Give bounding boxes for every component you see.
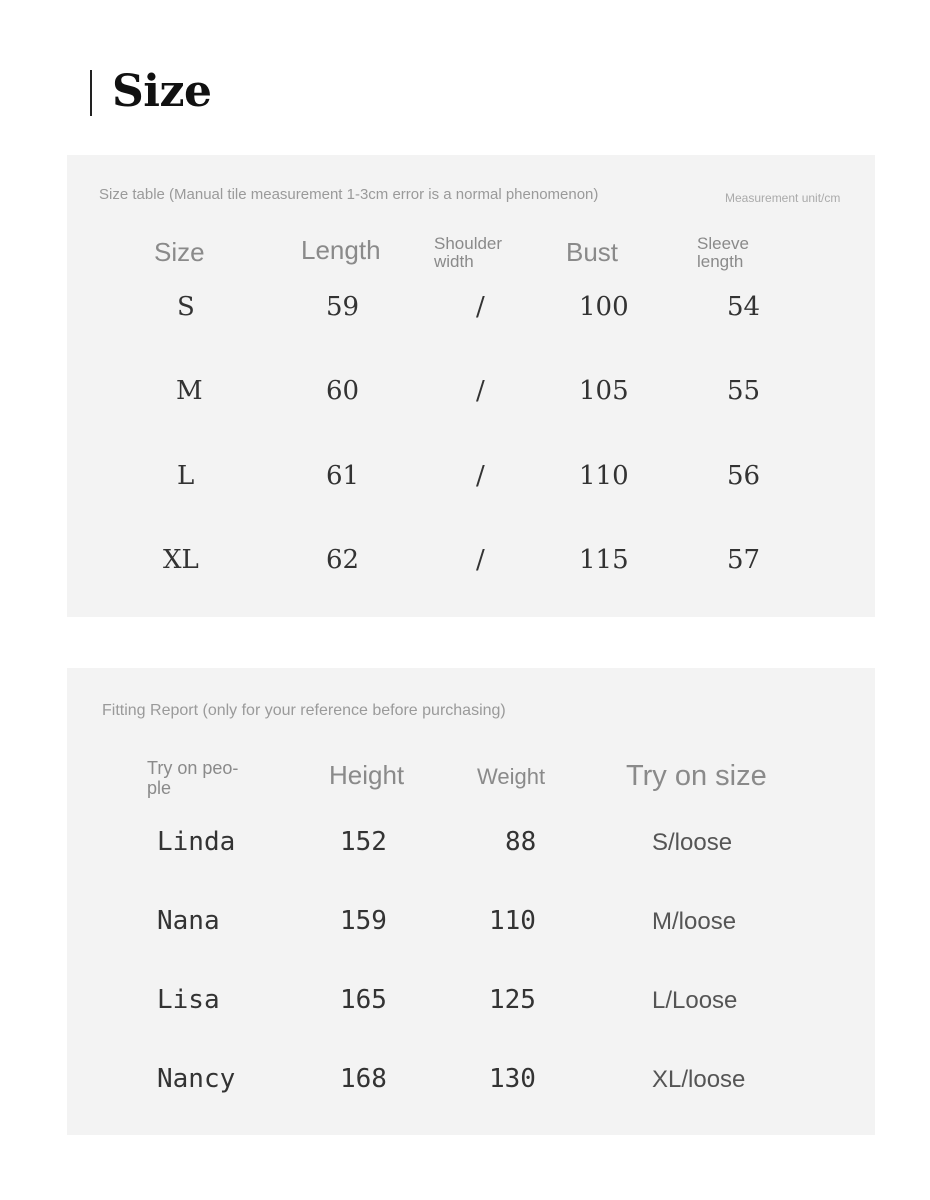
bust-cell: 115 bbox=[579, 545, 629, 575]
bust-cell: 105 bbox=[579, 376, 629, 406]
try-on-size-cell: M/loose bbox=[652, 908, 737, 935]
length-cell: 59 bbox=[326, 292, 360, 322]
header-try-on-size: Try on size bbox=[626, 760, 767, 792]
sleeve-cell: 55 bbox=[727, 376, 761, 406]
shoulder-cell: / bbox=[476, 376, 485, 406]
sleeve-cell: 57 bbox=[727, 545, 761, 575]
fitting-report-note: Fitting Report (only for your reference before purchasing) bbox=[102, 702, 506, 719]
header-bust: Bust bbox=[566, 237, 619, 267]
weight-cell: 125 bbox=[489, 985, 536, 1015]
page-title: Size bbox=[112, 66, 212, 117]
header-try-on-people: Try on peo-ple bbox=[147, 758, 239, 798]
header-size: Size bbox=[154, 237, 205, 267]
length-cell: 60 bbox=[326, 376, 360, 406]
shoulder-cell: / bbox=[476, 545, 485, 575]
header-sleeve-length: Sleeve length bbox=[697, 234, 749, 271]
person-name-cell: Nana bbox=[157, 906, 220, 936]
height-cell: 159 bbox=[340, 906, 387, 936]
size-cell: S bbox=[177, 292, 195, 322]
shoulder-cell: / bbox=[476, 292, 485, 322]
height-cell: 165 bbox=[340, 985, 387, 1015]
person-name-cell: Linda bbox=[157, 827, 236, 857]
fitting-report-panel bbox=[67, 668, 875, 1135]
person-name-cell: Nancy bbox=[157, 1064, 236, 1094]
sleeve-cell: 56 bbox=[727, 461, 761, 491]
size-table-panel bbox=[67, 155, 875, 617]
header-weight: Weight bbox=[477, 764, 546, 789]
weight-cell: 110 bbox=[489, 906, 536, 936]
height-cell: 168 bbox=[340, 1064, 387, 1094]
measurement-unit: Measurement unit/cm bbox=[725, 191, 841, 205]
try-on-size-cell: L/Loose bbox=[652, 987, 738, 1014]
header-height: Height bbox=[329, 760, 405, 790]
shoulder-cell: / bbox=[476, 461, 485, 491]
size-cell: L bbox=[177, 461, 195, 491]
size-cell: M bbox=[176, 376, 203, 406]
size-cell: XL bbox=[163, 545, 199, 575]
try-on-size-cell: XL/loose bbox=[652, 1066, 746, 1093]
height-cell: 152 bbox=[340, 827, 387, 857]
size-table-note: Size table (Manual tile measurement 1-3cm error is a normal phenomenon) bbox=[99, 186, 599, 203]
weight-cell: 88 bbox=[505, 827, 537, 857]
header-shoulder-width: Shoulder width bbox=[434, 234, 503, 271]
person-name-cell: Lisa bbox=[157, 985, 220, 1015]
length-cell: 62 bbox=[326, 545, 360, 575]
title-accent-bar bbox=[90, 70, 92, 116]
try-on-size-cell: S/loose bbox=[652, 829, 733, 856]
bust-cell: 100 bbox=[579, 292, 629, 322]
weight-cell: 130 bbox=[489, 1064, 536, 1094]
bust-cell: 110 bbox=[579, 461, 629, 491]
sleeve-cell: 54 bbox=[727, 292, 761, 322]
header-length: Length bbox=[301, 235, 381, 265]
length-cell: 61 bbox=[326, 461, 360, 491]
